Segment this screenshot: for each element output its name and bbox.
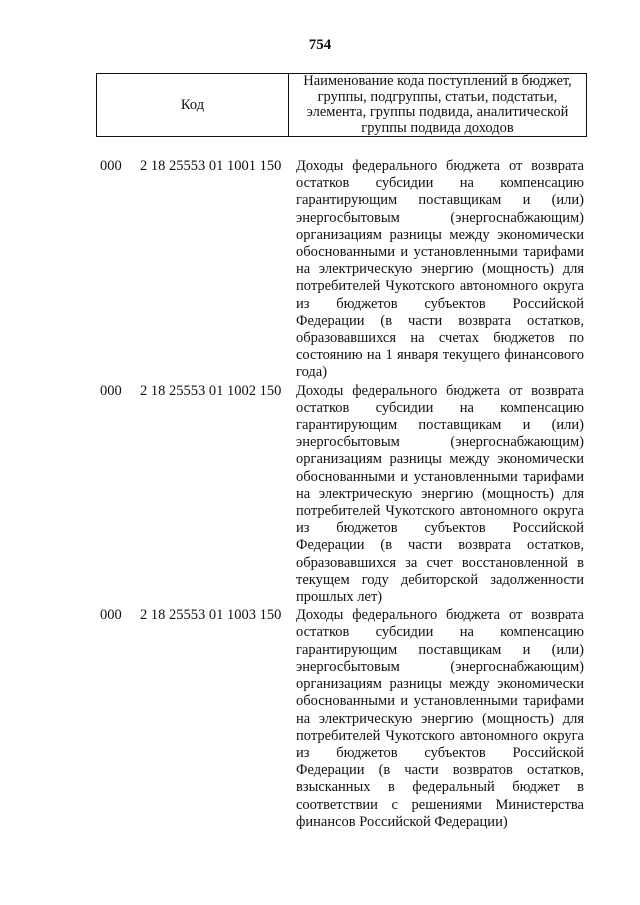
- table-row: [100, 607, 590, 831]
- row-admin-code: 000: [100, 382, 122, 399]
- row-revenue-code: 2 18 25553 01 1003 150: [140, 607, 282, 624]
- header-name-cell: Наименование кода поступлений в бюджет, группы, подгруппы, статьи, подстатьи, элемента, группы подвида, аналитической группы подвида доходов: [303, 73, 572, 136]
- row-description: Доходы федерального бюджета от возврата остатков субсидии на компенсацию гарантирующим поставщикам и (или) энергосбытовым (энергоснабжающим) организациям разницы между экономически обоснованными и установленными тарифами на электрическую энергию (мощность) для потребителей Чукотского автономного округа из бюджетов субъектов Российской Федерации (в части возврата остатков, образовавшихся за счет восстановленной в текущем году дебиторской задолженности прошлых лет): [296, 382, 584, 606]
- page-number: 754: [308, 37, 332, 53]
- row-revenue-code: 2 18 25553 01 1001 150: [140, 158, 282, 174]
- row-admin-code: 000: [100, 158, 122, 174]
- row-description: Доходы федерального бюджета от возврата остатков субсидии на компенсацию гарантирующим поставщикам и (или) энергосбытовым (энергоснабжающим) организациям разницы между экономически обоснованными и установленными тарифами на электрическую энергию (мощность) для потребителей Чукотского автономного округа из бюджетов субъектов Российской Федерации (в части возвратов остатков, взысканных в федеральный бюджет в соответствии с решениями Министерства финансов Российской Федерации): [296, 607, 584, 830]
- table-row: [100, 158, 590, 382]
- row-revenue-code: 2 18 25553 01 1002 150: [140, 382, 282, 399]
- header-code-cell: Код: [97, 74, 289, 136]
- table-header: [96, 73, 587, 137]
- table-body: [100, 158, 590, 832]
- row-admin-code: 000: [100, 607, 122, 624]
- table-row: [100, 383, 590, 607]
- row-description: Доходы федерального бюджета от возврата остатков субсидии на компенсацию гарантирующим поставщикам и (или) энергосбытовым (энергоснабжающим) организациям разницы между экономически обоснованными и установленными тарифами на электрическую энергию (мощность) для потребителей Чукотского автономного округа из бюджетов субъектов Российской Федерации (в части возврата остатков, образовавшихся на счетах бюджетов по состоянию на 1 января текущего финансового года): [296, 158, 584, 381]
